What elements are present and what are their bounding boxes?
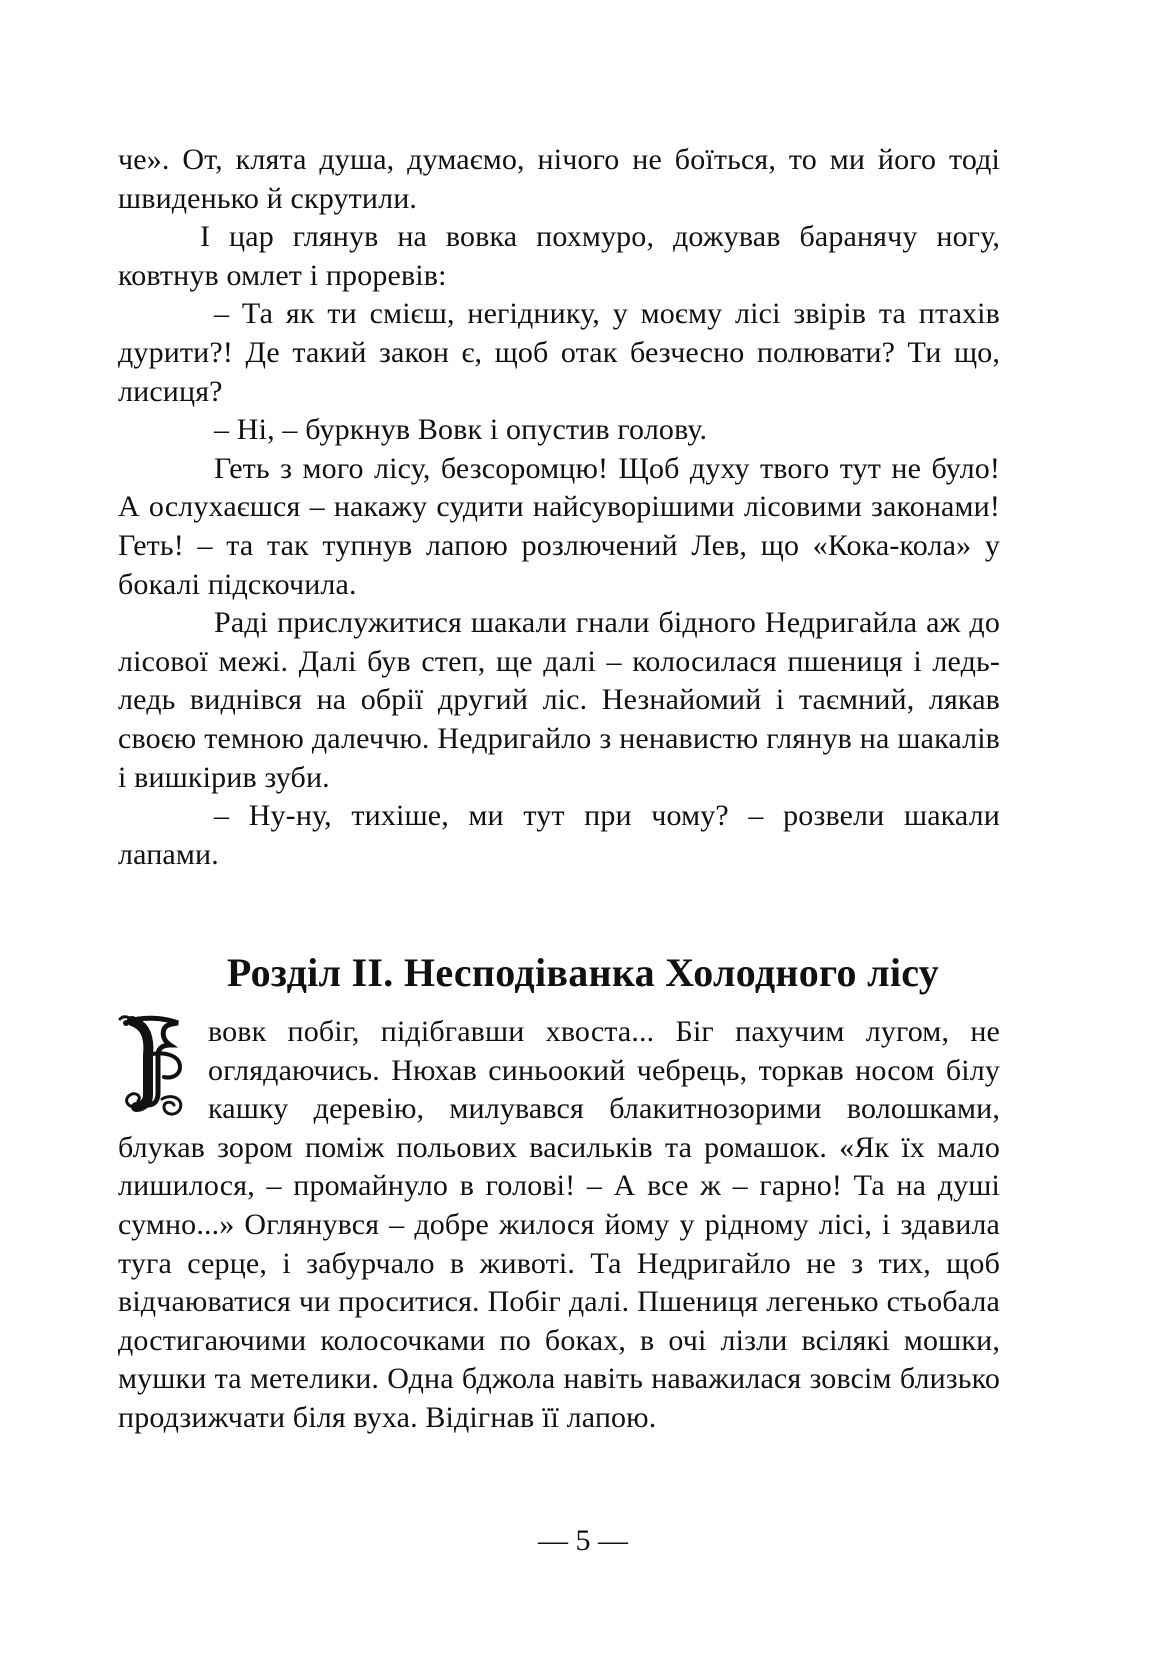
- paragraph: – Ні, – буркнув Вовк і опустив голову.: [214, 413, 708, 447]
- ornamental-v-icon: [118, 1015, 198, 1121]
- paragraph: че». От, клята душа, думаємо, нічого не боїться, то ми його тоді швиденько й скрутили.: [118, 143, 1000, 215]
- top-text-block: [118, 141, 1000, 874]
- paragraph: вовк побіг, підібгавши хвоста... Біг пахучим лугом, не оглядаючись. Нюхав синьоокий чебрець, торкав носом білу кашку деревію, милувався блакитнозорими волошками, блукав зором поміж польових васильків та ромашок. «Як їх мало лишилося, – промайнуло в голові! – А все ж – гарно! Та на душі сумно...» Оглянувся – добре жилося йому у рідному лісі, і здавила туга серце, і забурчало в животі. Та Недригайло не з тих, щоб відчаюватися чи проситися. Побіг далі. Пшениця легенько стьобала достигаючими колосочками по боках, в очі лізли всілякі мошки, мушки та метелики. Одна бджола навіть наважилася зовсім близько продзижчати біля вуха. Відігнав її лапою.: [118, 1015, 1000, 1434]
- paragraph: Геть з мого лісу, безсоромцю! Щоб духу твого тут не було! А ослухаєшся – накажу судити найсуворішими лісовими законами! Геть! – та так тупнув лапою розлючений Лев, що «Кока-кола» у бокалі підскочила.: [118, 451, 1000, 601]
- paragraph: Раді прислужитися шакали гнали бідного Недригайла аж до лісової межі. Далі був степ, ще далі – колосилася пшениця і ледь-ледь виднівся на обрії другий ліс. Незнайомий і таємний, лякав своєю темною далеччю. Недригайло з ненавистю глянув на шакалів і вишкірив зуби.: [118, 606, 1000, 794]
- dropcap-letter-v: [118, 1015, 198, 1121]
- chapter-text-block: [118, 1013, 1000, 1438]
- paragraph: – Ну-ну, тихіше, ми тут при чому? – розвели шакали лапами.: [118, 799, 1000, 871]
- chapter-title: Розділ ІІ. Несподіванка Холодного лісу: [226, 950, 940, 995]
- paragraph: І цар глянув на вовка похмуро, дожував баранячу ногу, ковтнув омлет і проревів:: [118, 220, 1000, 292]
- page-number: — 5 —: [538, 1524, 628, 1557]
- paragraph: – Та як ти смієш, негіднику, у моєму лісі звірів та птахів дурити?! Де такий закон є, щоб отак безчесно полювати? Ти що, лисиця?: [118, 297, 1000, 408]
